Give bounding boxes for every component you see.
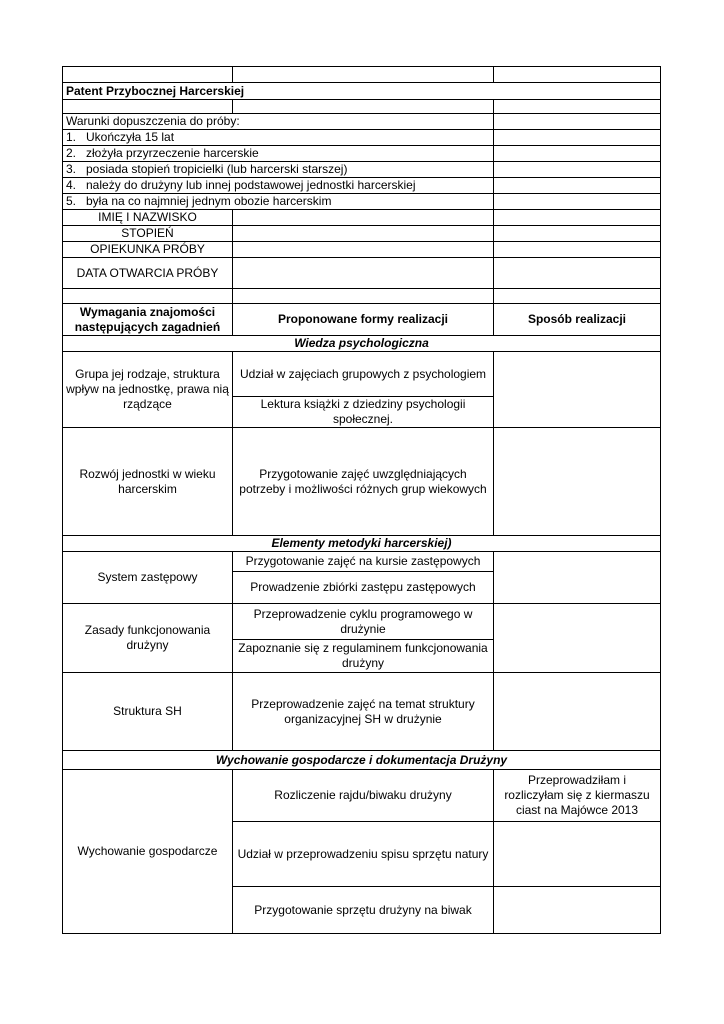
field-value-open-date[interactable] xyxy=(233,258,494,289)
method-cell[interactable] xyxy=(494,822,661,887)
form-cell: Przeprowadzenie cyklu programowego w drużynie xyxy=(233,604,494,640)
patent-table xyxy=(62,66,661,934)
method-cell[interactable]: Przeprowadziłam i rozliczyłam się z kiermaszu ciast na Majówce 2013 xyxy=(494,770,661,822)
condition-row xyxy=(63,162,661,178)
form-cell: Zapoznanie się z regulaminem funkcjonowania drużyny xyxy=(233,640,494,673)
method-cell[interactable] xyxy=(494,604,661,673)
condition-item: 5. była na co najmniej jednym obozie harcerskim xyxy=(63,194,494,210)
form-cell: Przygotowanie sprzętu drużyny na biwak xyxy=(233,887,494,934)
section-title-row xyxy=(63,336,661,352)
header-requirements: Wymagania znajomości następujących zagadnień xyxy=(63,304,233,336)
title-row xyxy=(63,83,661,100)
column-header-row xyxy=(63,304,661,336)
condition-item: 1. Ukończyła 15 lat xyxy=(63,130,494,146)
form-cell: Przygotowanie zajęć na kursie zastępowych xyxy=(233,552,494,572)
requirement-cell: Struktura SH xyxy=(63,673,233,751)
blank-row xyxy=(63,289,661,304)
section-title-row xyxy=(63,751,661,770)
conditions-heading: Warunki dopuszczenia do próby: xyxy=(63,114,494,130)
method-cell[interactable] xyxy=(494,887,661,934)
form-cell: Rozliczenie rajdu/biwaku drużyny xyxy=(233,770,494,822)
requirement-cell: Rozwój jednostki w wieku harcerskim xyxy=(63,428,233,536)
section-title-method: Elementy metodyki harcerskiej) xyxy=(63,536,661,552)
field-value-name[interactable] xyxy=(233,210,494,226)
condition-row xyxy=(63,178,661,194)
field-value-rank[interactable] xyxy=(233,226,494,242)
requirement-cell: Grupa jej rodzaje, struktura wpływ na jednostkę, prawa nią rządzące xyxy=(63,352,233,428)
condition-item: 4. należy do drużyny lub innej podstawowej jednostki harcerskiej xyxy=(63,178,494,194)
table-row xyxy=(63,552,661,572)
field-label-rank: STOPIEŃ xyxy=(63,226,233,242)
condition-item: 2. złożyła przyrzeczenie harcerskie xyxy=(63,146,494,162)
form-cell: Przygotowanie zajęć uwzględniających potrzeby i możliwości różnych grup wiekowych xyxy=(233,428,494,536)
table-row xyxy=(63,428,661,536)
field-row-guardian xyxy=(63,242,661,258)
table-row xyxy=(63,673,661,751)
blank-row xyxy=(63,100,661,114)
form-cell: Udział w zajęciach grupowych z psychologiem xyxy=(233,352,494,397)
method-cell[interactable] xyxy=(494,673,661,751)
requirement-cell: System zastępowy xyxy=(63,552,233,604)
method-cell[interactable] xyxy=(494,352,661,428)
header-method: Sposób realizacji xyxy=(494,304,661,336)
field-row-open-date xyxy=(63,258,661,289)
section-title-row xyxy=(63,536,661,552)
condition-row xyxy=(63,146,661,162)
header-forms: Proponowane formy realizacji xyxy=(233,304,494,336)
section-title-psych: Wiedza psychologiczna xyxy=(63,336,661,352)
form-cell: Lektura książki z dziedziny psychologii społecznej. xyxy=(233,397,494,428)
form-cell: Prowadzenie zbiórki zastępu zastępowych xyxy=(233,572,494,604)
form-cell: Przeprowadzenie zajęć na temat struktury organizacyjnej SH w drużynie xyxy=(233,673,494,751)
field-label-name: IMIĘ I NAZWISKO xyxy=(63,210,233,226)
conditions-heading-row xyxy=(63,114,661,130)
table-row xyxy=(63,352,661,397)
table-row xyxy=(63,604,661,640)
requirement-cell: Wychowanie gospodarcze xyxy=(63,770,233,934)
field-label-guardian: OPIEKUNKA PRÓBY xyxy=(63,242,233,258)
method-cell[interactable] xyxy=(494,428,661,536)
condition-row xyxy=(63,130,661,146)
section-title-econ: Wychowanie gospodarcze i dokumentacja Drużyny xyxy=(63,751,661,770)
table-row xyxy=(63,770,661,822)
field-row-name xyxy=(63,210,661,226)
form-cell: Udział w przeprowadzeniu spisu sprzętu natury xyxy=(233,822,494,887)
method-cell[interactable] xyxy=(494,552,661,604)
field-value-guardian[interactable] xyxy=(233,242,494,258)
page-title: Patent Przybocznej Harcerskiej xyxy=(63,83,661,100)
requirement-cell: Zasady funkcjonowania drużyny xyxy=(63,604,233,673)
field-row-rank xyxy=(63,226,661,242)
condition-row xyxy=(63,194,661,210)
condition-item: 3. posiada stopień tropicielki (lub harcerski starszej) xyxy=(63,162,494,178)
field-label-open-date: DATA OTWARCIA PRÓBY xyxy=(63,258,233,289)
blank-row xyxy=(63,67,661,83)
